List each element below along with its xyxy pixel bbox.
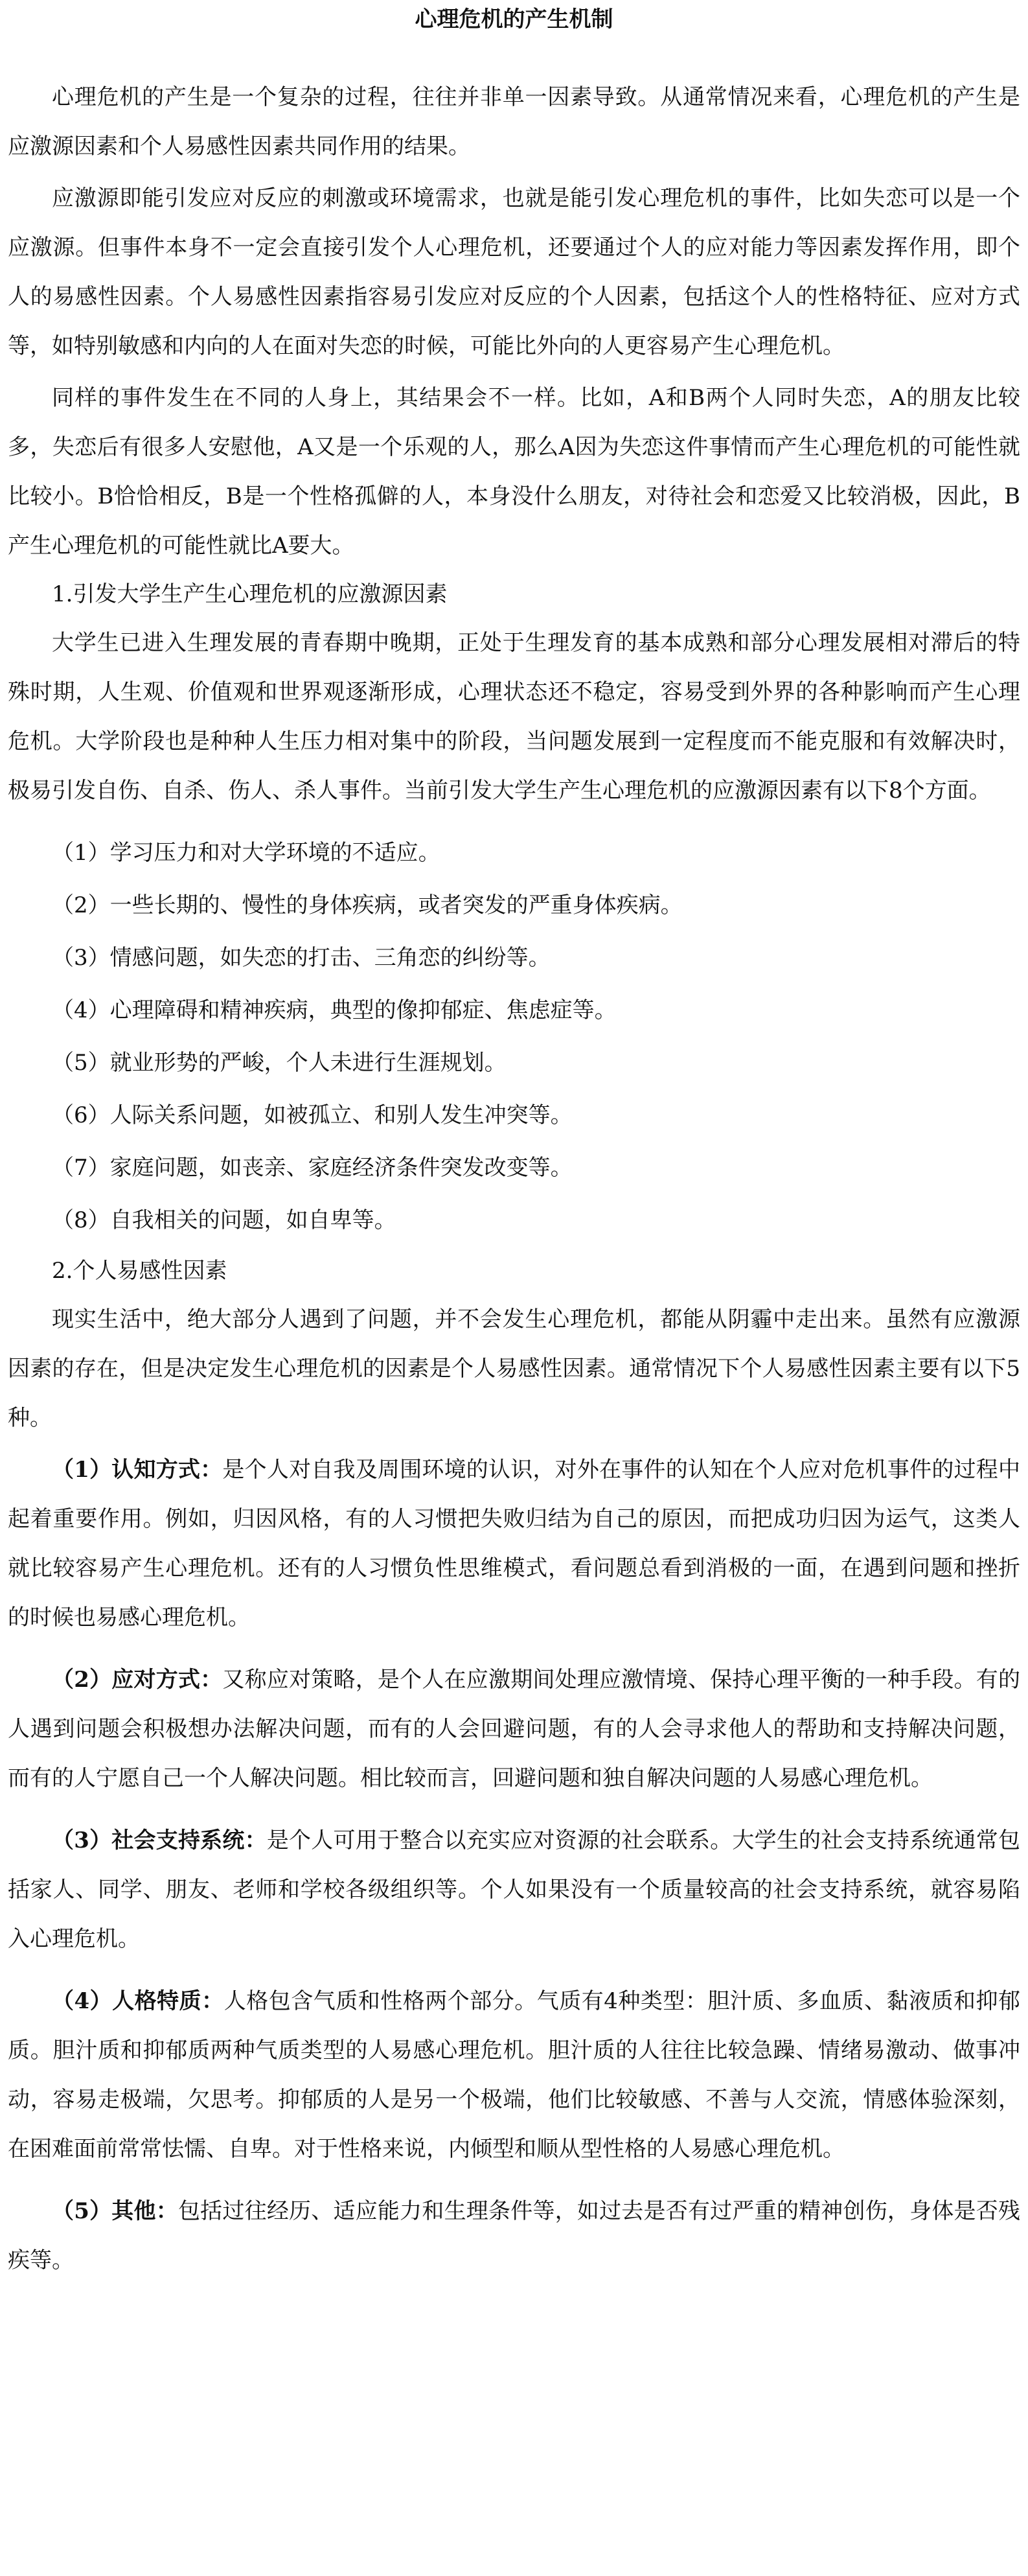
intro-paragraph-2: 应激源即能引发应对反应的刺激或环境需求，也就是能引发心理危机的事件，比如失恋可以是一个应激源。但事件本身不一定会直接引发个人心理危机，还要通过个人的应对能力等因素发挥作用，即个人的易感性因素。个人易感性因素指容易引发应对反应的个人因素，包括这个人的性格特征、应对方式等，如特别敏感和内向的人在面对失恋的时候，可能比外向的人更容易产生心理危机。 [8, 185, 1020, 359]
factor-label: （5）其他： [52, 2198, 178, 2224]
stressor-item-3: （3）情感问题，如失恋的打击、三角恋的纠纷等。 [52, 945, 551, 971]
factor-label: （2）应对方式： [52, 1667, 223, 1693]
stressor-item-2: （2）一些长期的、慢性的身体疾病，或者突发的严重身体疾病。 [52, 892, 683, 918]
intro-paragraph-3: 同样的事件发生在不同的人身上，其结果会不一样。比如，A和B两个人同时失恋，A的朋友比较多，失恋后有很多人安慰他，A又是一个乐观的人，那么A因为失恋这件事情而产生心理危机的可能性就比较小。B恰恰相反，B是一个性格孤僻的人，本身没什么朋友，对待社会和恋爱又比较消极，因此，B产生心理危机的可能性就比A要大。 [8, 385, 1020, 559]
stressor-item-4: （4）心理障碍和精神疾病，典型的像抑郁症、焦虑症等。 [52, 997, 617, 1023]
factor-coping [8, 1655, 1020, 1803]
factor-label: （1）认知方式： [52, 1457, 223, 1483]
factor-other [8, 2187, 1020, 2285]
section-1-heading: 1.引发大学生产生心理危机的应激源因素 [52, 581, 448, 607]
factor-label: （4）人格特质： [52, 1988, 224, 2014]
section-2-heading: 2.个人易感性因素 [52, 1258, 227, 1284]
stressor-item-8: （8）自我相关的问题，如自卑等。 [52, 1207, 396, 1233]
factor-cognitive [8, 1445, 1020, 1642]
intro-paragraph-1: 心理危机的产生是一个复杂的过程，往往并非单一因素导致。从通常情况来看，心理危机的产生是应激源因素和个人易感性因素共同作用的结果。 [8, 84, 1020, 159]
factor-text: 人格包含气质和性格两个部分。气质有4种类型：胆汁质、多血质、黏液质和抑郁质。胆汁质和抑郁质两种气质类型的人易感心理危机。胆汁质的人往往比较急躁、情绪易激动、做事冲动，容易走极端，欠思考。抑郁质的人是另一个极端，他们比较敏感、不善与人交流，情感体验深刻，在困难面前常常怯懦、自卑。对于性格来说，内倾型和顺从型性格的人易感心理危机。 [8, 1988, 1020, 2162]
stressor-list [8, 827, 1020, 1247]
stressor-item-5: （5）就业形势的严峻，个人未进行生涯规划。 [52, 1050, 507, 1076]
factor-text: 是个人对自我及周围环境的认识，对外在事件的认知在个人应对危机事件的过程中起着重要作用。例如，归因风格，有的人习惯把失败归结为自己的原因，而把成功归因为运气，这类人就比较容易产生心理危机。还有的人习惯负性思维模式，看问题总看到消极的一面，在遇到问题和挫折的时候也易感心理危机。 [8, 1457, 1020, 1630]
factor-text: 包括过往经历、适应能力和生理条件等，如过去是否有过严重的精神创伤，身体是否残疾等。 [8, 2198, 1020, 2273]
factor-text: 是个人可用于整合以充实应对资源的社会联系。大学生的社会支持系统通常包括家人、同学、朋友、老师和学校各级组织等。个人如果没有一个质量较高的社会支持系统，就容易陷入心理危机。 [8, 1828, 1020, 1952]
section-2-body: 现实生活中，绝大部分人遇到了问题，并不会发生心理危机，都能从阴霾中走出来。虽然有应激源因素的存在，但是决定发生心理危机的因素是个人易感性因素。通常情况下个人易感性因素主要有以下5种。 [8, 1306, 1020, 1431]
factor-social-support [8, 1816, 1020, 1964]
factor-text: 又称应对策略，是个人在应激期间处理应激情境、保持心理平衡的一种手段。有的人遇到问题会积极想办法解决问题，而有的人会回避问题，有的人会寻求他人的帮助和支持解决问题，而有的人宁愿自己一个人解决问题。相比较而言，回避问题和独自解决问题的人易感心理危机。 [8, 1667, 1020, 1791]
stressor-item-1: （1）学习压力和对大学环境的不适应。 [52, 840, 440, 866]
section-1-body: 大学生已进入生理发展的青春期中晚期，正处于生理发育的基本成熟和部分心理发展相对滞后的特殊时期，人生观、价值观和世界观逐渐形成，心理状态还不稳定，容易受到外界的各种影响而产生心理危机。大学阶段也是种种人生压力相对集中的阶段，当问题发展到一定程度而不能克服和有效解决时，极易引发自伤、自杀、伤人、杀人事件。当前引发大学生产生心理危机的应激源因素有以下8个方面。 [8, 630, 1020, 804]
stressor-item-6: （6）人际关系问题，如被孤立、和别人发生冲突等。 [52, 1102, 573, 1128]
factor-label: （3）社会支持系统： [52, 1828, 267, 1853]
stressor-item-7: （7）家庭问题，如丧亲、家庭经济条件突发改变等。 [52, 1155, 573, 1181]
factor-personality [8, 1977, 1020, 2174]
document-title: 心理危机的产生机制 [415, 6, 613, 32]
